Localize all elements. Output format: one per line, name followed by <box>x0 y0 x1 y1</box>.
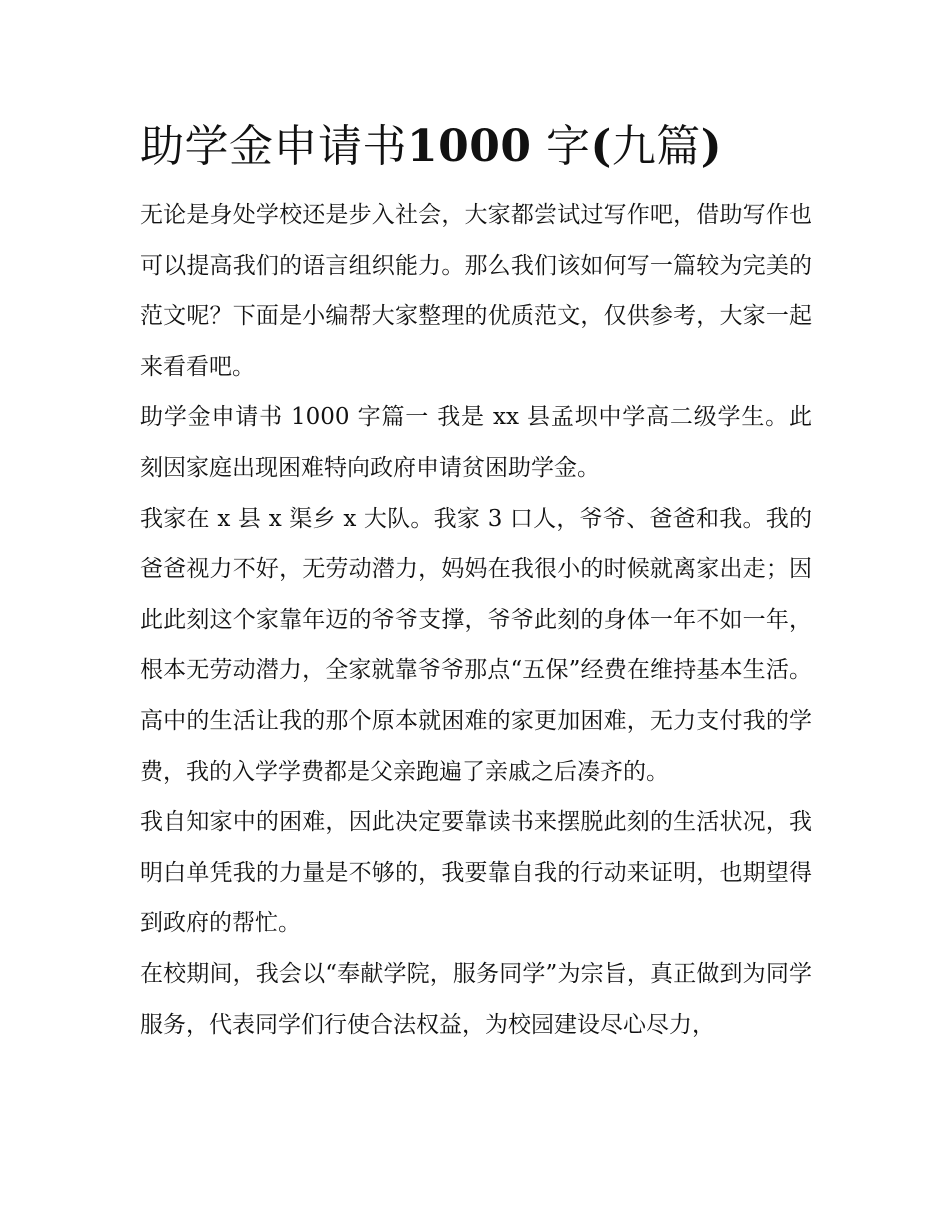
title-open-paren: ( <box>590 121 612 172</box>
commitment-paragraph: 在校期间，我会以“奉献学院，服务同学”为宗旨，真正做到为同学服务，代表同学们行使合法权益，为校园建设尽心尽力， <box>140 960 812 1038</box>
title-count: 九篇 <box>611 121 701 172</box>
title-number: 1000 <box>407 121 532 172</box>
family-situation-paragraph: 我家在 x 县 x 渠乡 x 大队。我家 3 口人，爷爷、爸爸和我。我的爸爸视力不好，无劳动潜力，妈妈在我很小的时候就离家出走；因此此刻这个家靠年迈的爷爷支撑，爷爷此刻的身体一年不如一年，根本无劳动潜力，全家就靠爷爷那点“五保”经费在维持基本生活。高中的生活让我的那个原本就困难的家更加困难，无力支付我的学费，我的入学学费都是父亲跑遍了亲戚之后凑齐的。 <box>140 505 812 785</box>
title-text: 助学金申请书 <box>140 121 407 172</box>
section-heading-paragraph: 助学金申请书 1000 字篇一 我是 xx 县孟坝中学高二级学生。此刻因家庭出现困难特向政府申请贫困助学金。 <box>140 404 812 481</box>
title-close-paren: ) <box>700 121 723 172</box>
self-awareness-paragraph: 我自知家中的困难，因此决定要靠读书来摆脱此刻的生活状况，我明白单凭我的力量是不够的，我要靠自我的行动来证明，也期望得到政府的帮忙。 <box>140 809 812 937</box>
document-title <box>140 112 812 182</box>
document-body <box>140 112 812 1050</box>
title-unit: 字 <box>531 121 591 172</box>
intro-paragraph: 无论是身处学校还是步入社会，大家都尝试过写作吧，借助写作也可以提高我们的语言组织能力。那么我们该如何写一篇较为完美的范文呢？下面是小编帮大家整理的优质范文，仅供参考，大家一起来看看吧。 <box>140 202 812 380</box>
